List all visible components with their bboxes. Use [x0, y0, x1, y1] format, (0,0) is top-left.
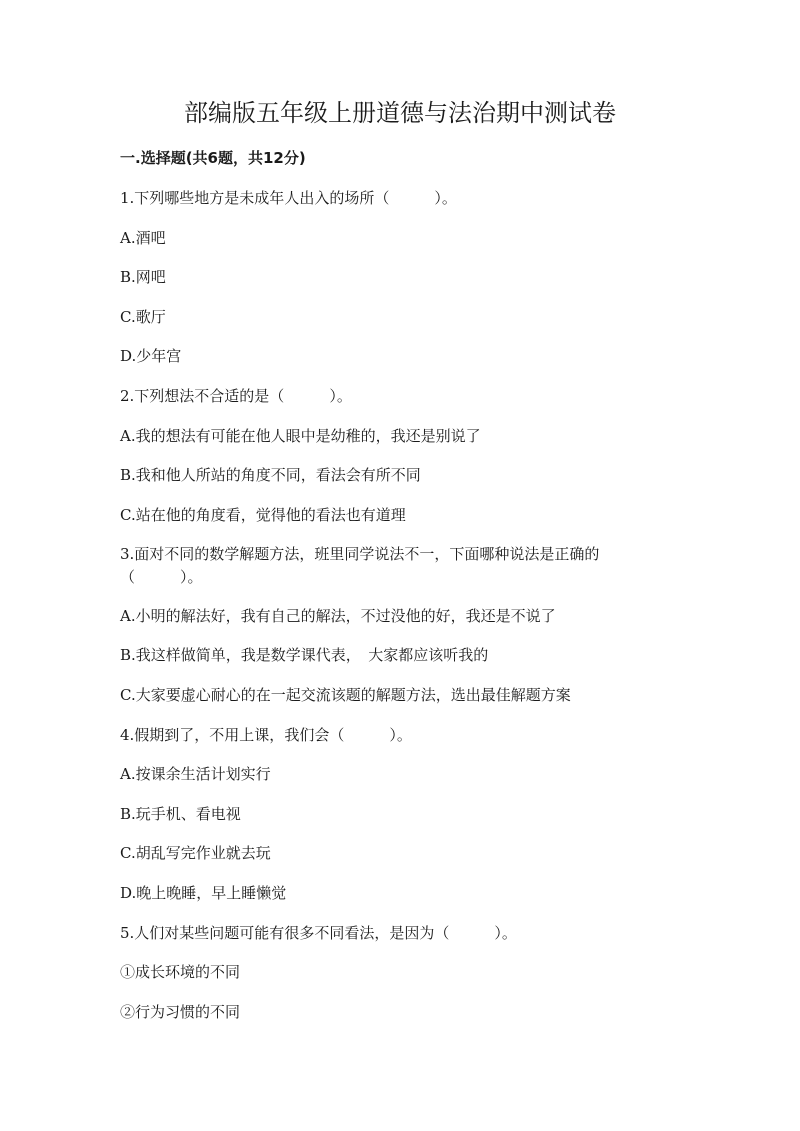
page-title: 部编版五年级上册道德与法治期中测试卷 — [184, 99, 616, 127]
question-5-stem: 5.人们对某些问题可能有很多不同看法，是因为（ ）。 — [120, 924, 517, 942]
section-heading: 一.选择题(共6题，共12分) — [120, 149, 306, 167]
question-3-option-b: B.我这样做简单，我是数学课代表， 大家都应该听我的 — [120, 646, 489, 664]
question-2-option-c: C.站在他的角度看，觉得他的看法也有道理 — [120, 506, 406, 524]
question-4-option-a: A.按课余生活计划实行 — [120, 765, 271, 783]
question-1-option-d: D.少年宫 — [120, 347, 182, 365]
question-2-option-b: B.我和他人所站的角度不同，看法会有所不同 — [120, 466, 421, 484]
question-1-option-c: C.歌厅 — [120, 308, 166, 326]
question-3-option-a: A.小明的解法好，我有自己的解法，不过没他的好，我还是不说了 — [120, 607, 556, 625]
question-1-option-b: B.网吧 — [120, 268, 166, 286]
question-3-option-c: C.大家要虚心耐心的在一起交流该题的解题方法，选出最佳解题方案 — [120, 686, 571, 704]
question-2-stem: 2.下列想法不合适的是（ ）。 — [120, 387, 352, 405]
question-3-stem-line-2: （ ）。 — [120, 568, 203, 586]
question-1-option-a: A.酒吧 — [120, 229, 166, 247]
question-4-option-d: D.晚上晚睡，早上睡懒觉 — [120, 884, 287, 902]
question-5-item-1: ①成长环境的不同 — [120, 963, 241, 981]
question-5-item-2: ②行为习惯的不同 — [120, 1003, 241, 1021]
question-4-stem: 4.假期到了，不用上课，我们会（ ）。 — [120, 726, 412, 744]
question-1-stem: 1.下列哪些地方是未成年人出入的场所（ ）。 — [120, 189, 457, 207]
question-2-option-a: A.我的想法有可能在他人眼中是幼稚的，我还是别说了 — [120, 427, 481, 445]
question-3-stem-line-1: 3.面对不同的数学解题方法，班里同学说法不一，下面哪种说法是正确的 — [120, 545, 600, 563]
question-4-option-c: C.胡乱写完作业就去玩 — [120, 844, 271, 862]
question-4-option-b: B.玩手机、看电视 — [120, 805, 241, 823]
